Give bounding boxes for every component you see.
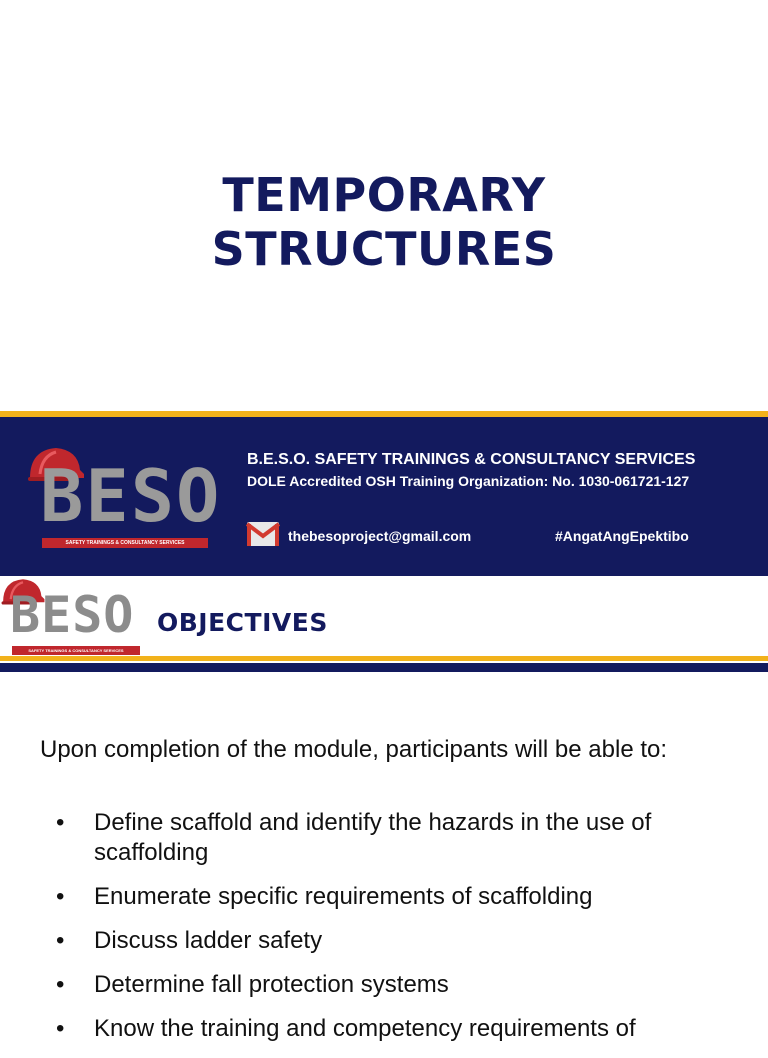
bullet-icon: • <box>56 927 65 954</box>
contact-email: thebesoproject@gmail.com <box>288 528 472 544</box>
accreditation-text: DOLE Accredited OSH Training Organization: No. 1030-061721-127 <box>247 473 690 489</box>
bullet-icon: • <box>56 809 65 836</box>
objective-text: Enumerate specific requirements of scaffolding <box>94 883 593 910</box>
objectives-list <box>0 808 768 1058</box>
title-line-1: TEMPORARY <box>222 168 546 222</box>
gmail-icon <box>246 518 280 548</box>
organization-name: B.E.S.O. SAFETY TRAININGS & CONSULTANCY SERVICES <box>247 451 696 468</box>
beso-logo-small <box>0 576 145 658</box>
objective-text: Discuss ladder safety <box>94 927 323 954</box>
list-item <box>0 882 768 912</box>
objective-text: Define scaffold and identify the hazards in the use of scaffolding <box>94 809 652 866</box>
header-navy-stripe <box>0 663 768 672</box>
list-item <box>0 926 768 956</box>
logo-tagline: SAFETY TRAININGS & CONSULTANCY SERVICES <box>12 646 140 655</box>
hashtag: #AngatAngEpektibo <box>555 528 689 544</box>
bullet-icon: • <box>56 971 65 998</box>
list-item <box>0 808 768 868</box>
header-gold-stripe <box>0 656 768 661</box>
bullet-icon: • <box>56 883 65 910</box>
objectives-slide <box>0 576 768 1042</box>
objective-text: Know the training and competency requirements of <box>94 1015 636 1042</box>
logo-text: BESO <box>40 454 222 538</box>
list-item <box>0 970 768 1000</box>
objective-text: Determine fall protection systems <box>94 971 449 998</box>
logo-tagline: SAFETY TRAININGS & CONSULTANCY SERVICES <box>42 538 208 548</box>
objectives-heading: OBJECTIVES <box>157 608 328 637</box>
beso-logo <box>26 444 222 554</box>
logo-text: BESO <box>10 586 135 644</box>
title-line-2: STRUCTURES <box>211 222 557 276</box>
intro-text: Upon completion of the module, participants will be able to: <box>40 736 668 763</box>
list-item <box>0 1014 768 1044</box>
bullet-icon: • <box>56 1015 65 1042</box>
